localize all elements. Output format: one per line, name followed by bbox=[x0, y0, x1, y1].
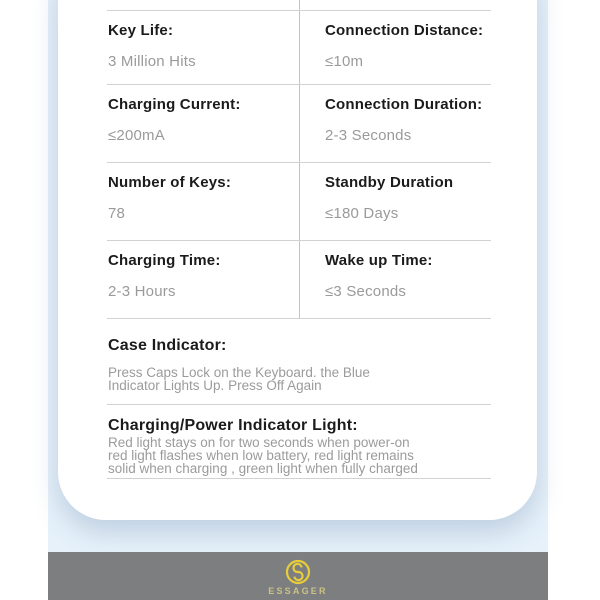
spec-label: Standby Duration bbox=[325, 174, 454, 191]
spec-row bbox=[58, 240, 537, 318]
spec-label: Charging Time: bbox=[108, 252, 221, 269]
case-indicator-text bbox=[108, 366, 491, 392]
power-indicator-line: Red light stays on for two seconds when power-on bbox=[108, 435, 410, 450]
spec-value: 78 bbox=[108, 205, 126, 222]
case-indicator-line: Press Caps Lock on the Keyboard. the Blue bbox=[108, 365, 370, 380]
case-indicator-heading: Case Indicator: bbox=[108, 337, 227, 354]
spec-cell-connection-distance bbox=[299, 10, 537, 84]
spec-label: Number of Keys: bbox=[108, 174, 232, 191]
spec-value: 3 Million Hits bbox=[108, 53, 196, 70]
spec-value: ≤3 Seconds bbox=[325, 283, 407, 300]
spec-label: Connection Duration: bbox=[325, 96, 483, 113]
spec-row bbox=[58, 84, 537, 162]
spec-cell-standby-duration bbox=[299, 162, 537, 240]
spec-label: Connection Distance: bbox=[325, 22, 484, 39]
spec-cell-number-of-keys bbox=[58, 162, 299, 240]
spec-cell-wake-up-time bbox=[299, 240, 537, 318]
spec-value: 2-3 Seconds bbox=[325, 127, 412, 144]
spec-value: ≤180 Days bbox=[325, 205, 399, 222]
table-divider bbox=[107, 318, 491, 319]
spec-label: Key Life: bbox=[108, 22, 174, 39]
spec-row bbox=[58, 10, 537, 84]
spec-label: Wake up Time: bbox=[325, 252, 433, 269]
power-indicator-line: solid when charging , green light when fully charged bbox=[108, 461, 418, 476]
power-indicator-heading: Charging/Power Indicator Light: bbox=[108, 417, 358, 434]
section-divider bbox=[107, 404, 491, 405]
spec-value: ≤10m bbox=[325, 53, 364, 70]
spec-cell-connection-duration bbox=[299, 84, 537, 162]
spec-card bbox=[58, 0, 537, 520]
spec-row bbox=[58, 162, 537, 240]
section-divider bbox=[107, 478, 491, 479]
footer-bar bbox=[48, 552, 548, 600]
blue-panel bbox=[48, 0, 548, 600]
brand-name: ESSAGER bbox=[268, 586, 328, 596]
power-indicator-line: red light flashes when low battery, red light remains bbox=[108, 448, 414, 463]
spec-cell-key-life bbox=[58, 10, 299, 84]
essager-s-logo-icon bbox=[285, 559, 311, 585]
power-indicator-text bbox=[108, 436, 491, 475]
spec-cell-charging-time bbox=[58, 240, 299, 318]
spec-cell-charging-current bbox=[58, 84, 299, 162]
spec-value: 2-3 Hours bbox=[108, 283, 176, 300]
spec-value: ≤200mA bbox=[108, 127, 165, 144]
case-indicator-line: Indicator Lights Up. Press Off Again bbox=[108, 378, 322, 393]
spec-label: Charging Current: bbox=[108, 96, 241, 113]
spec-table bbox=[58, 10, 537, 318]
